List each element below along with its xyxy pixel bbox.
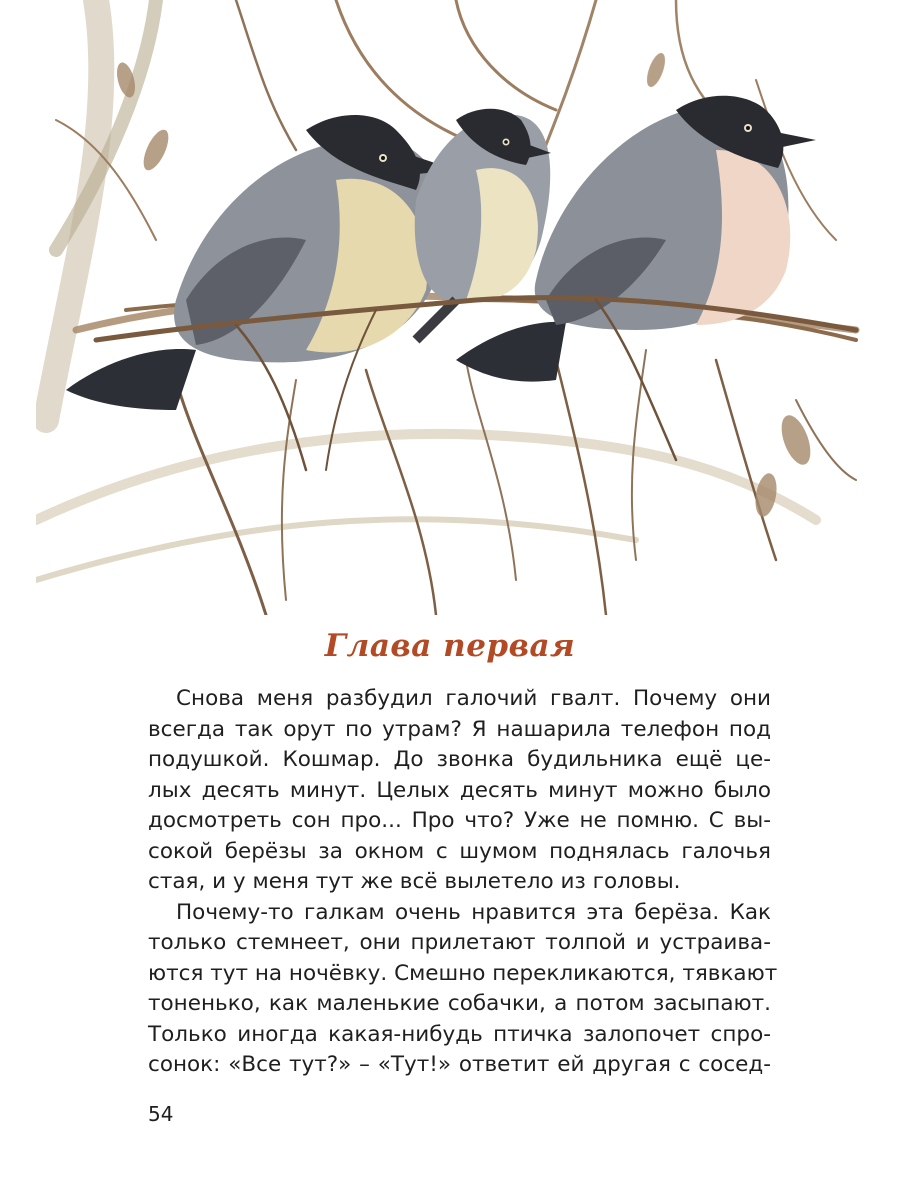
- jackdaws-illustration: [36, 0, 866, 615]
- text-line: лых десять минут. Целых десять минут можно было: [148, 777, 771, 803]
- text-line: Снова меня разбудил галочий гвалт. Почему они: [176, 686, 771, 711]
- text-line: Почему-то галкам очень нравится эта берёза. Как: [176, 899, 771, 925]
- text-line: только стемнеет, они прилетают толпой и устраива-: [148, 930, 771, 955]
- body-text: [148, 684, 778, 1081]
- page-number: 54: [148, 1102, 174, 1126]
- text-line: всегда так орут по утрам? Я нашарила телефон под: [148, 716, 771, 742]
- text-line: сокой берёзы за окном с шумом поднялась галочья: [148, 838, 771, 864]
- text-line: ются тут на ночёвку. Смешно перекликаются, тявкают: [148, 960, 778, 986]
- text-line: подушкой. Кошмар. До звонка будильника ещё це-: [148, 747, 771, 772]
- text-line: тоненько, как маленькие собачки, а потом засыпают.: [148, 991, 771, 1016]
- text-line: стая, и у меня тут же всё вылетело из головы.: [148, 869, 681, 894]
- text-line: досмотреть сон про... Про что? Уже не помню. С вы-: [148, 808, 771, 833]
- text-line: Только иногда какая-нибудь птичка залопочет спро-: [148, 1021, 771, 1047]
- text-line: сонок: «Все тут?» – «Тут!» ответит ей другая с сосед-: [148, 1052, 771, 1077]
- chapter-title: Глава первая: [324, 628, 576, 664]
